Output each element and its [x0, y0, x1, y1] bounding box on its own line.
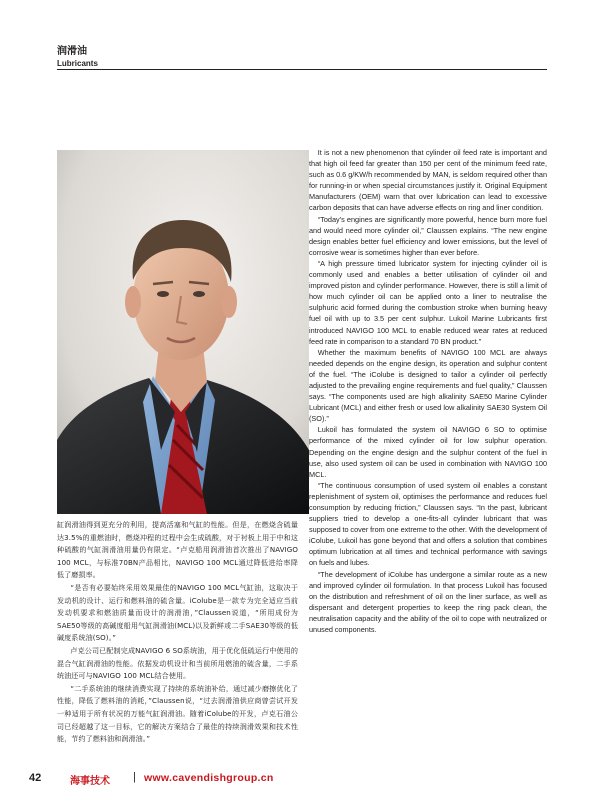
section-title-en: Lubricants [57, 59, 98, 68]
en-paragraph-7: “The development of iColube has undergone a similar route as a new and improved cylinder oil formulation. In that process Lukoil has focused on the distribution and refreshment of oil on the liner surface, as well as dispersant and detergent properties to keep the ring pack clean, the neutralisation capacity and the ability of the oil to cope with neutralized or unused components. [309, 569, 547, 635]
cn-paragraph-2: “是否有必要始终采用效果最佳的NAVIGO 100 MCL气缸油，这取决于发动机的设计、运行和燃料油的硫含量。iColube是一款专为完全适应当前发动机要求和燃油质量而设计的润滑油，”Claussen说道，“所用成份为SAE50等级的高碱度船用气缸润滑油(MCL)以及新鲜或二手SAE30等级的低碱度系统油(SO)。” [57, 582, 298, 643]
en-paragraph-3: “A high pressure timed lubricator system for injecting cylinder oil is commonly used and enables a better utilisation of cylinder oil and improved piston and cylinder performance. However, there is still a limit of how much cylinder oil can be applied onto a liner to neutralise the sulphuric acid formed during the combustion stroke when burning heavy fuel oil with up to 3.5 per cent sulphur. Lukoil Marine Lubricants first introduced NAVIGO 100 MCL to enable reduced wear rates at reduced feed rate in comparison to a standard 70 BN product.” [309, 258, 547, 346]
en-paragraph-6: “The continuous consumption of used system oil enables a constant replenishment of system oil, optimises the performance and reduces fuel consumption by reducing friction,” Claussen says. “In the past, lubricant suppliers tried to develop a one-fits-all cylinder lubricant that was supposed to cover from one extreme to the other. With the development of iColube, Lukoil has gone beyond that and offers a solution that combines optimum lubrication at all times and technical performance with savings on fuels and lubes. [309, 480, 547, 568]
chinese-text-column [57, 519, 298, 746]
en-paragraph-1: It is not a new phenomenon that cylinder oil feed rate is important and that high oil feed far greater than 150 per cent of the minimum feed rate, such as 0.6 g/KW/h recommended by MAN, is seldom required other than for running-in or when special circumstances justify it. Original Equipment Manufacturers (OEM) warn that over lubrication can lead to excessive carbon deposits that can have adverse effects on ring and liner condition. [309, 148, 547, 213]
en-paragraph-4: Whether the maximum benefits of NAVIGO 100 MCL are always needed depends on the engine design, its operation and sulphur content of the fuel. “The iColube is designed to tailor a cylinder oil perfectly adjusted to the prevailing engine requirements and fuel quality,” Claussen says. “The components used are high alkalinity SAE50 Marine Cylinder Lubricant (MCL) and either fresh or used low alkalinity SAE30 System Oil (SO).” [309, 347, 547, 424]
page-number: 42 [29, 772, 42, 784]
section-title-cn: 润滑油 [57, 46, 87, 57]
en-paragraph-2: “Today’s engines are significantly more powerful, hence burn more fuel and would need more cylinder oil,” Claussen explains. “The new engine design enables better fuel efficiency and lower emissions, but the level of corrosive wear is sometimes higher than ever before. [309, 214, 547, 257]
cn-paragraph-1: 缸润滑油得到更充分的利用，提高活塞和气缸的性能。但是，在燃烧含硫量达3.5%的重燃油时，燃烧冲程的过程中会生成硫酸，对于衬板上用于中和这种硫酸的气缸润滑油用量仍有限定。“卢克船用润滑油首次推出了NAVIGO 100 MCL，与标准70BN产品相比，NAVIGO 100 MCL通过降低进给率降低了磨损率。 [57, 520, 298, 580]
en-paragraph-5: Lukoil has formulated the system oil NAVIGO 6 SO to optimise performance of the mixed cylinder oil for low sulphur operation. Depending on the engine design and the sulphur content of the fuel in use, also used system oil can be used in combination with NAVIGO 100 MCL. [309, 425, 547, 479]
portrait-photo [57, 150, 309, 514]
magazine-name: 海事技术 [70, 776, 110, 787]
section-header [57, 46, 98, 69]
page-footer [29, 771, 549, 789]
header-divider [57, 69, 547, 70]
footer-separator: | [133, 771, 136, 783]
portrait-illustration [57, 150, 309, 514]
cn-paragraph-4: “二手系统油的继续消费实现了持续的系统油补给，通过减少磨擦优化了性能，降低了燃料油的消耗，”Claussen说，“过去润滑油供应商曾尝试开发一种适用于所有状况的万能气缸润滑油。随着iColube的开发，卢克石油公司已经超越了这一目标，它的解决方案结合了最佳的持续润滑效果和技术性能，节约了燃料油和润滑油。” [57, 683, 298, 744]
cn-paragraph-3: 卢克公司已配制完成NAVIGO 6 SO系统油，用于优化低硫运行中使用的混合气缸润滑油的性能。依据发动机设计和当前所用燃油的硫含量，二手系统油还可与NAVIGO 100 MCL结合使用。 [57, 645, 298, 681]
website-link[interactable]: www.cavendishgroup.cn [144, 772, 274, 784]
english-text-column [309, 147, 547, 635]
